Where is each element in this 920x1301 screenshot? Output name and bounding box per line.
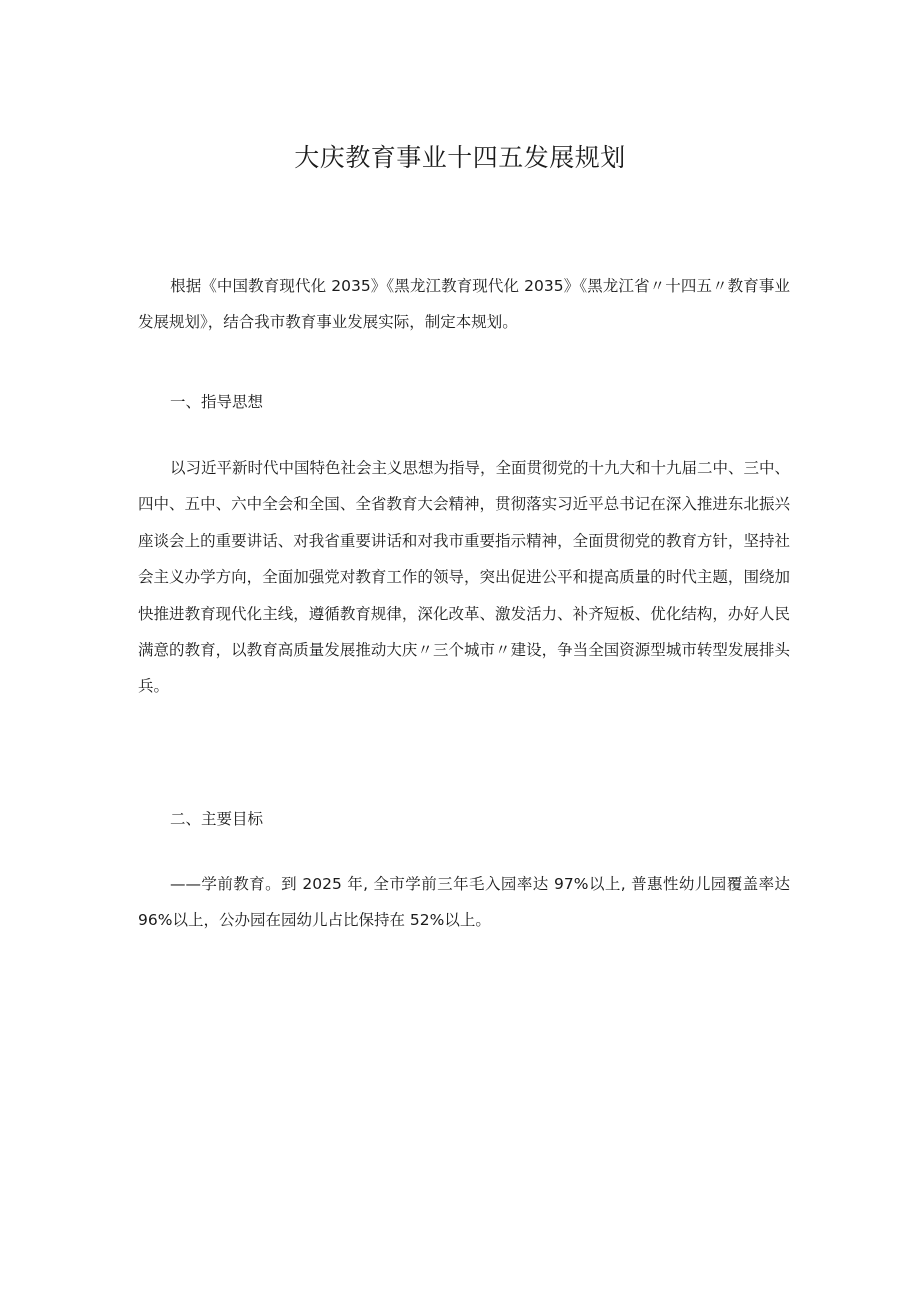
section-heading-main-goals: 二、主要目标 bbox=[170, 810, 264, 828]
intro-paragraph bbox=[138, 268, 790, 341]
document-title: 大庆教育事业十四五发展规划 bbox=[294, 143, 626, 172]
main-goals-text: ——学前教育。到 2025 年, 全市学前三年毛入园率达 97%以上, 普惠性幼儿园覆盖率达 96%以上，公办园在园幼儿占比保持在 52%以上。 bbox=[138, 875, 790, 930]
guiding-ideology-text: 以习近平新时代中国特色社会主义思想为指导，全面贯彻党的十九大和十九届二中、三中、四中、五中、六中全会和全国、全省教育大会精神，贯彻落实习近平总书记在深入推进东北振兴座谈会上的重要讲话、对我省重要讲话和对我市重要指示精神，全面贯彻党的教育方针，坚持社会主义办学方向，全面加强党对教育工作的领导，突出促进公平和提高质量的时代主题，围绕加快推进教育现代化主线，遵循教育规律，深化改革、激发活力、补齐短板、优化结构，办好人民满意的教育，以教育高质量发展推动大庆〃三个城市〃建设，争当全国资源型城市转型发展排头兵。 bbox=[138, 459, 791, 696]
section-heading-guiding-ideology: 一、指导思想 bbox=[170, 393, 264, 411]
intro-text: 根据《中国教育现代化 2035》《黑龙江教育现代化 2035》《黑龙江省〃十四五〃教育事业发展规划》，结合我市教育事业发展实际，制定本规划。 bbox=[138, 277, 790, 332]
guiding-ideology-paragraph bbox=[138, 450, 790, 705]
main-goals-paragraph bbox=[138, 866, 790, 939]
